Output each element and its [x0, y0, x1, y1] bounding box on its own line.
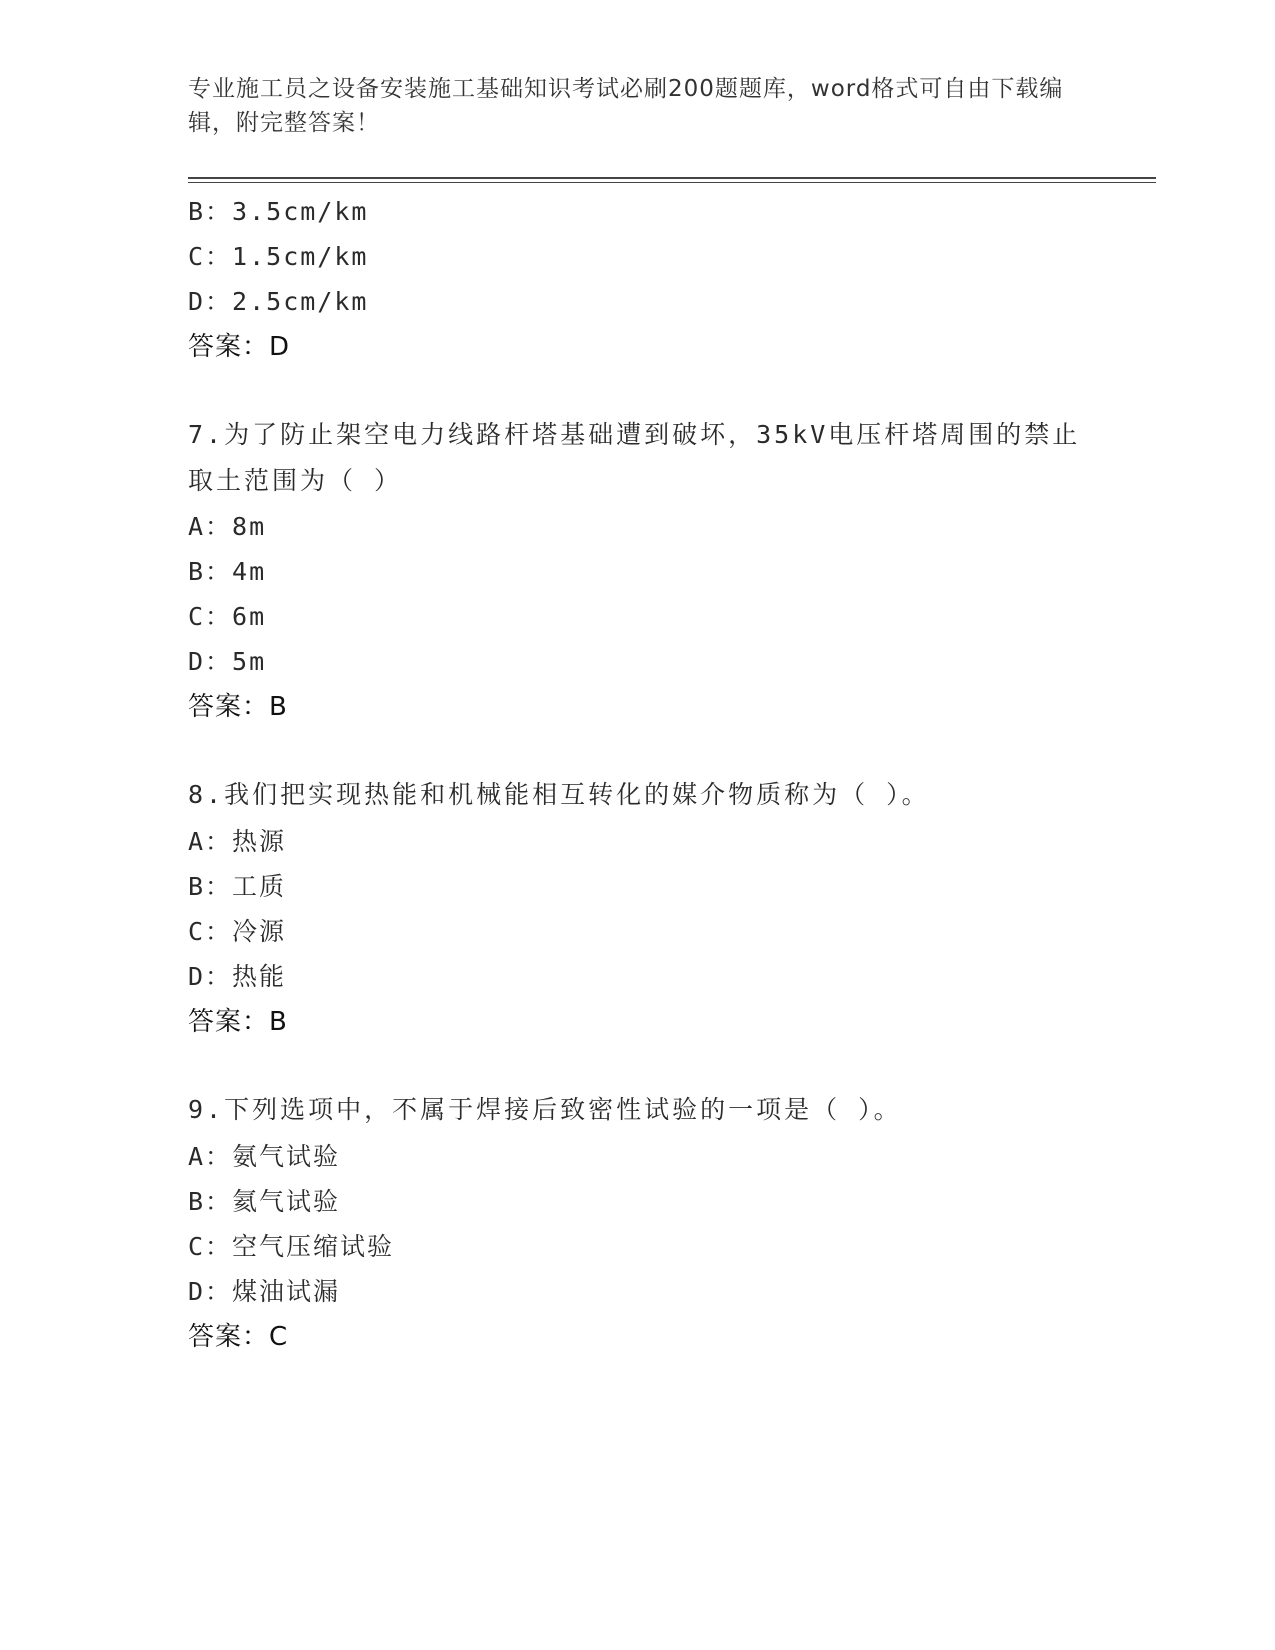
option-b: B：3.5cm/km: [188, 197, 369, 226]
option-d: D：热能: [188, 962, 287, 991]
document-header: 专业施工员之设备安装施工基础知识考试必刷200题题库，word格式可自由下载编辑，附完整答案！: [188, 76, 1064, 136]
option-b: B：工质: [188, 872, 287, 901]
answer-line: 答案：C: [188, 1322, 289, 1352]
header-divider: [188, 177, 1156, 179]
option-c: C：冷源: [188, 917, 287, 946]
answer-line: 答案：B: [188, 692, 288, 722]
option-b: B：氦气试验: [188, 1187, 341, 1216]
option-c: C：空气压缩试验: [188, 1232, 395, 1261]
option-d: D：2.5cm/km: [188, 287, 369, 316]
option-b: B：4m: [188, 557, 267, 586]
option-d: D：5m: [188, 647, 267, 676]
question-text: 8.我们把实现热能和机械能相互转化的媒介物质称为（ ）。: [188, 780, 930, 809]
answer-line: 答案：B: [188, 1007, 288, 1037]
answer-line: 答案：D: [188, 332, 291, 362]
option-a: A：热源: [188, 827, 287, 856]
option-a: A：氨气试验: [188, 1142, 341, 1171]
option-a: A：8m: [188, 512, 267, 541]
header-divider-thin: [188, 182, 1156, 183]
option-d: D：煤油试漏: [188, 1277, 341, 1306]
question-text: 7.为了防止架空电力线路杆塔基础遭到破坏，35kV电压杆塔周围的禁止取土范围为（ ）: [188, 420, 1081, 495]
question-text: 9.下列选项中，不属于焊接后致密性试验的一项是（ ）。: [188, 1095, 902, 1124]
option-c: C：6m: [188, 602, 267, 631]
option-c: C：1.5cm/km: [188, 242, 369, 271]
